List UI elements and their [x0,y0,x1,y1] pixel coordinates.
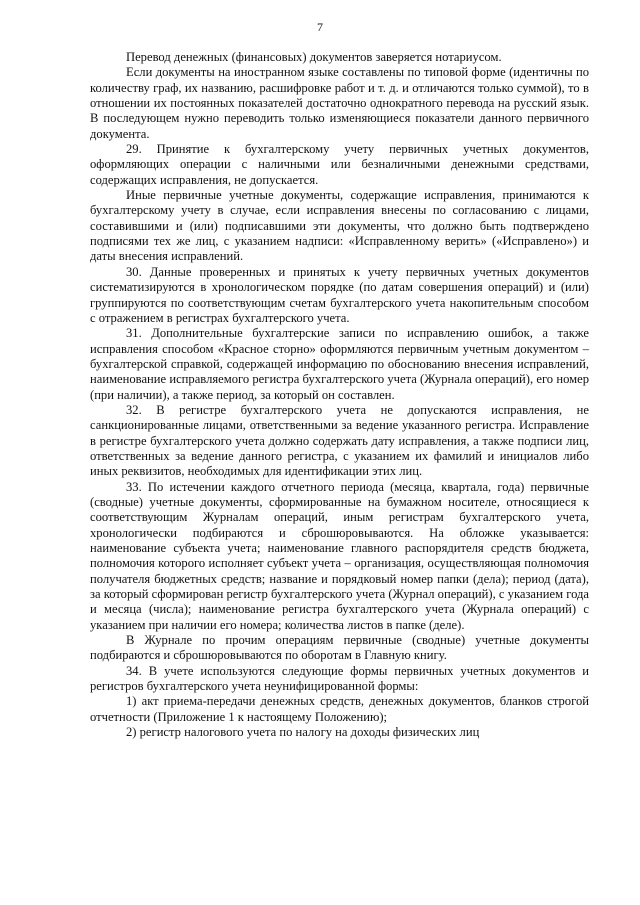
paragraph-item-31: 31. Дополнительные бухгалтерские записи по исправлению ошибок, а также исправления способом «Красное сторно» оформляются первичным учетным документом – бухгалтерской справкой, содержащей информацию по обоснованию внесения исправлений, наименование исправляемого регистра бухгалтерского учета (Журнала операций), его номер (при наличии), а также период, за который он составлен. [90,326,589,402]
paragraph-item-30: 30. Данные проверенных и принятых к учету первичных учетных документов систематизируются в хронологическом порядке (по датам совершения операций) и (или) группируются по соответствующим счетам бухгалтерского учета накопительным способом с отражением в регистрах бухгалтерского учета. [90,264,589,325]
page-number: 7 [317,20,323,34]
document-body [90,50,589,740]
list-item-1: 1) акт приема-передачи денежных средств, денежных документов, бланков строгой отчетности (Приложение 1 к настоящему Положению); [90,694,589,724]
paragraph-item-33: 33. По истечении каждого отчетного периода (месяца, квартала, года) первичные (сводные) учетные документы, сформированные на бумажном носителе, относящиеся к соответствующим Журналам операций, иным регистрам бухгалтерского учета, хронологически подбираются и сброшюровываются. На обложке указывается: наименование субъекта учета; наименование главного распорядителя средств бюджета, полномочия которого исполняет субъект учета – организация, осуществляющая полномочия получателя бюджетных средств; название и порядковый номер папки (дела); период (дата), за который сформирован регистр бухгалтерского учета (Журнал операций), с указанием года и месяца (числа); наименование регистра бухгалтерского учета (Журнала операций) с указанием при наличии его номера; количества листов в папке (деле). [90,479,589,632]
paragraph-item-29: 29. Принятие к бухгалтерскому учету первичных учетных документов, оформляющих операции с наличными или безналичными денежными средствами, содержащих исправления, не допускается. [90,142,589,187]
paragraph-journal-other-operations: В Журнале по прочим операциям первичные (сводные) учетные документы подбираются и сброшюровываются по оборотам в Главную книгу. [90,633,589,663]
list-item-2: 2) регистр налогового учета по налогу на доходы физических лиц [126,725,480,740]
paragraph-foreign-documents: Если документы на иностранном языке составлены по типовой форме (идентичны по количеству граф, их названию, расшифровке работ и т. д. и отличаются только суммой), то в отношении их постоянных показателей достаточно однократного перевода на русский язык. В последующем нужно переводить только изменяющиеся показатели данного первичного документа. [90,65,589,141]
paragraph-item-32: 32. В регистре бухгалтерского учета не допускаются исправления, не санкционированные лицами, ответственными за ведение указанного регистра. Исправление в регистре бухгалтерского учета должно содержать дату исправления, а также подписи лиц, ответственных за ведение данного регистра, с указанием их фамилий и инициалов либо иных реквизитов, необходимых для идентификации этих лиц. [90,402,589,479]
paragraph-item-34: 34. В учете используются следующие формы первичных учетных документов и регистров бухгалтерского учета неунифицированной формы: [90,663,589,694]
paragraph-other-documents-corrections: Иные первичные учетные документы, содержащие исправления, принимаются к бухгалтерскому учету в случае, если исправления внесены по согласованию с лицами, составившими и (или) подписавшими эти документы, что должно быть подтверждено подписями тех же лиц, с указанием надписи: «Исправленному верить» («Исправлено») и даты внесения исправлений. [90,188,589,264]
paragraph-translation-certification: Перевод денежных (финансовых) документов заверяется нотариусом. [126,50,502,64]
